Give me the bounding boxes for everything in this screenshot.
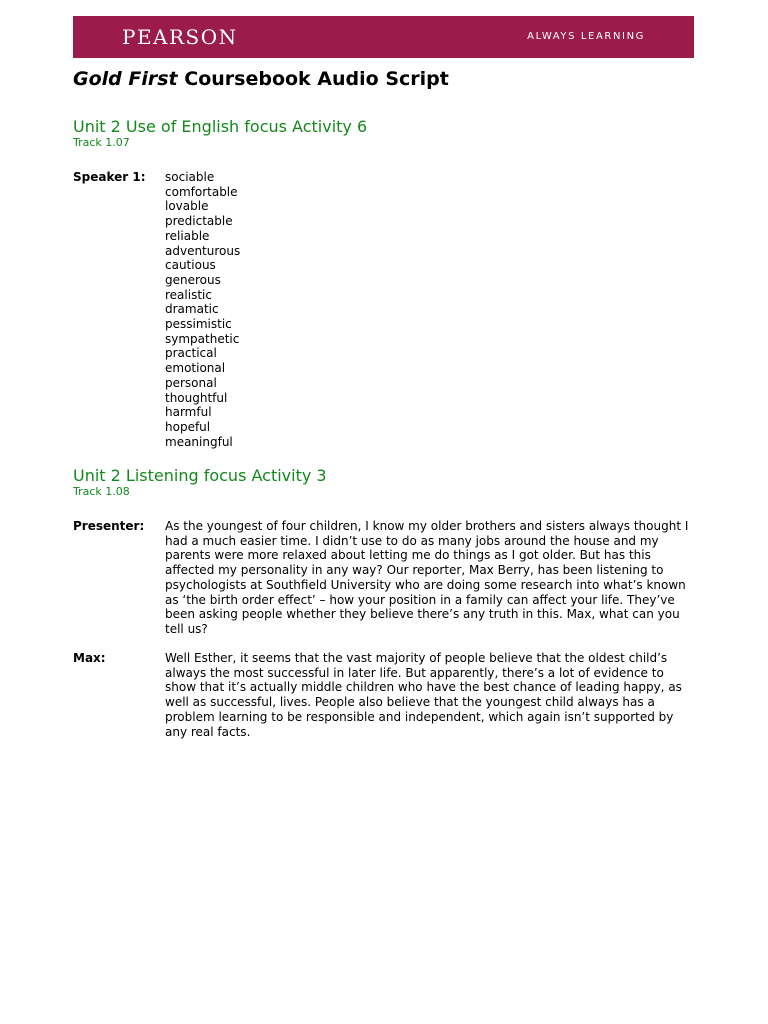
document-title-italic: Gold First <box>73 68 178 90</box>
word-item: hopeful <box>165 419 211 434</box>
document-title-rest: Coursebook Audio Script <box>177 68 449 90</box>
speaker-label: Speaker 1: <box>73 170 146 184</box>
word-item: sociable <box>165 170 215 184</box>
header-tagline: ALWAYS LEARNING <box>527 31 645 42</box>
word-item: cautious <box>165 258 216 273</box>
word-item: realistic <box>165 287 212 302</box>
word-item: practical <box>165 346 217 361</box>
word-item: predictable <box>165 214 233 229</box>
pearson-logo: PEARSON <box>122 25 238 49</box>
word-item: emotional <box>165 361 226 376</box>
pearson-header-banner <box>73 16 694 58</box>
dialogue-paragraph: Well Esther, it seems that the vast majority of people believe that the oldest child’s always the most successful in later life. But apparently, there’s a lot of evidence to show that it’s actually middle children who have the best chance of leading happy, as well as successful, lives. People also believe that the youngest child always has a problem learning to be responsible and independent, which again isn’t supported by any real facts. <box>165 651 682 739</box>
word-item: generous <box>165 272 221 287</box>
word-item: reliable <box>165 228 210 243</box>
speaker-label: Presenter: <box>73 519 145 533</box>
word-list <box>165 170 240 449</box>
word-item: lovable <box>165 199 209 214</box>
section-heading: Unit 2 Use of English focus Activity 6 <box>73 117 368 136</box>
word-item: meaningful <box>165 434 233 449</box>
section-heading: Unit 2 Listening focus Activity 3 <box>73 466 327 485</box>
dialogue-paragraph: As the youngest of four children, I know my older brothers and sisters always thought I had a much easier time. I didn’t use to do as many jobs around the house and my parents were more relaxed about letting me do things as I got older. But has this affected my personality in any way? Our reporter, Max Berry, has been listening to psychologists at Southfield University who are doing some research into what’s known as ‘the birth order effect’ – how your position in a family can affect your life. They’ve been asking people whether they believe there’s any truth in this. Max, what can you tell us? <box>165 519 689 636</box>
word-item: dramatic <box>165 302 219 317</box>
word-item: pessimistic <box>165 317 232 332</box>
word-item: harmful <box>165 405 212 420</box>
word-item: personal <box>165 375 217 390</box>
word-item: thoughtful <box>165 390 228 405</box>
track-number: Track 1.08 <box>73 485 130 498</box>
track-number: Track 1.07 <box>73 136 130 149</box>
speaker-label: Max: <box>73 651 106 665</box>
word-item: adventurous <box>165 243 241 258</box>
word-item: comfortable <box>165 184 238 199</box>
document-title <box>73 68 449 90</box>
word-item: sympathetic <box>165 331 240 346</box>
